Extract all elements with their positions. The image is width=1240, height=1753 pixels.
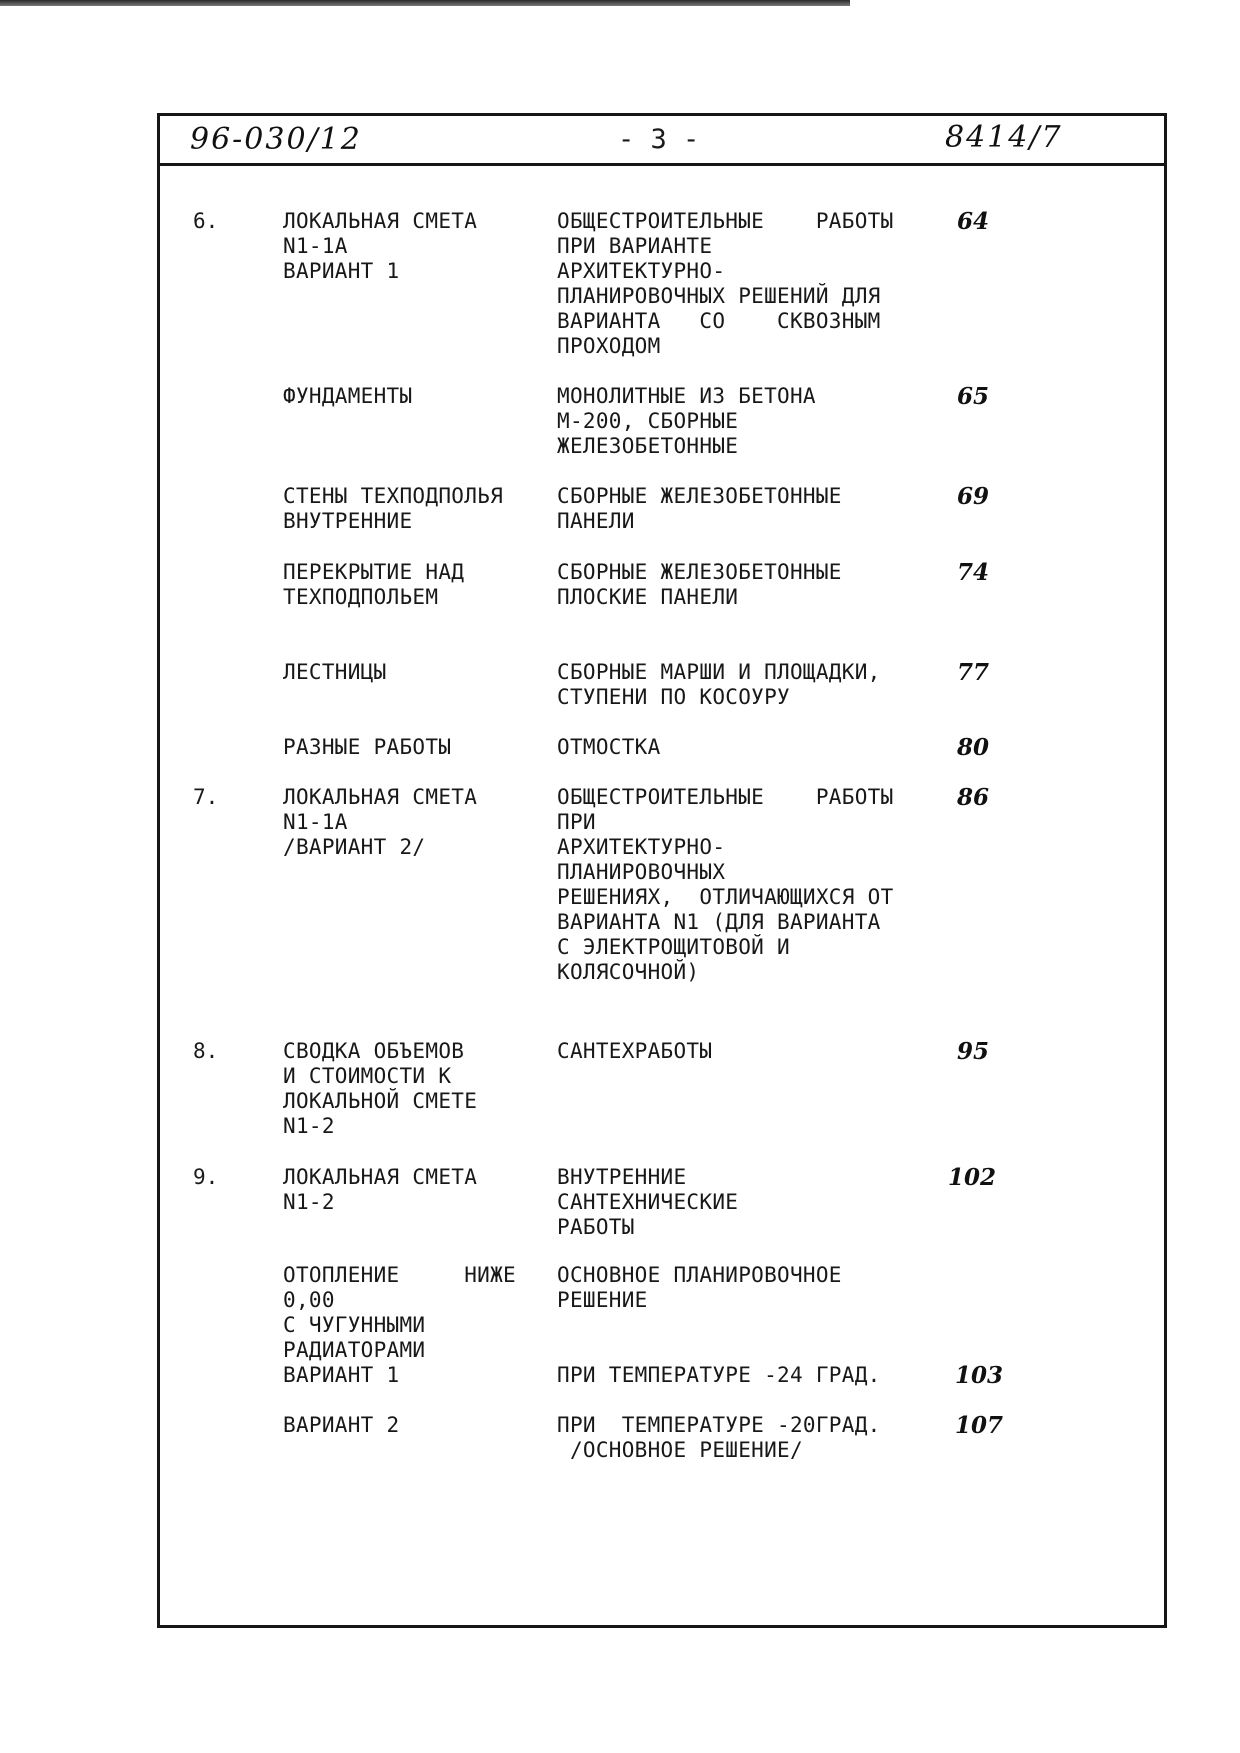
entry-name: ЛОКАЛЬНАЯ СМЕТА N1-2 bbox=[283, 1165, 478, 1214]
entry-index: 6. bbox=[193, 209, 219, 233]
scan-top-edge-line bbox=[0, 0, 850, 6]
entry-page-number: 65 bbox=[957, 383, 990, 410]
entry-name: ЛОКАЛЬНАЯ СМЕТА N1-1A ВАРИАНТ 1 bbox=[283, 209, 478, 283]
entry-description: ОБЩЕСТРОИТЕЛЬНЫЕ РАБОТЫ ПРИ ВАРИАНТЕ АРХИТЕКТУРНО- ПЛАНИРОВОЧНЫХ РЕШЕНИЙ ДЛЯ ВАРИАНТА СО СКВОЗНЫМ ПРОХОДОМ bbox=[557, 209, 894, 358]
entry-description: ВНУТРЕННИЕ САНТЕХНИЧЕСКИЕ РАБОТЫ bbox=[557, 1165, 739, 1239]
entry-page-number: 64 bbox=[957, 208, 990, 235]
entry-description: ОСНОВНОЕ ПЛАНИРОВОЧНОЕ РЕШЕНИЕ ПРИ ТЕМПЕРАТУРЕ -24 ГРАД. bbox=[557, 1263, 881, 1387]
entry-description: СБОРНЫЕ ЖЕЛЕЗОБЕТОННЫЕ ПЛОСКИЕ ПАНЕЛИ bbox=[557, 560, 842, 609]
header-document-code: 96-030/12 bbox=[190, 122, 362, 157]
entry-page-number: 86 bbox=[957, 784, 990, 811]
entry-description: САНТЕХРАБОТЫ bbox=[557, 1039, 713, 1063]
entry-page-number: 103 bbox=[955, 1362, 1004, 1389]
header-page-number: - 3 - bbox=[618, 124, 700, 155]
entry-description: СБОРНЫЕ МАРШИ И ПЛОЩАДКИ, СТУПЕНИ ПО КОСОУРУ bbox=[557, 660, 881, 709]
entry-description: ОТМОСТКА bbox=[557, 735, 661, 759]
entry-name: ФУНДАМЕНТЫ bbox=[283, 384, 413, 408]
entry-name: РАЗНЫЕ РАБОТЫ bbox=[283, 735, 452, 759]
header-archive-number: 8414/7 bbox=[945, 120, 1063, 155]
entry-page-number: 77 bbox=[957, 659, 990, 686]
entry-page-number: 95 bbox=[957, 1038, 990, 1065]
entry-page-number: 74 bbox=[957, 559, 990, 586]
entry-index: 8. bbox=[193, 1039, 219, 1063]
entry-name: ПЕРЕКРЫТИЕ НАД ТЕХПОДПОЛЬЕМ bbox=[283, 560, 465, 609]
entry-name: ВАРИАНТ 2 bbox=[283, 1413, 400, 1437]
entry-name: ЛОКАЛЬНАЯ СМЕТА N1-1A /ВАРИАНТ 2/ bbox=[283, 785, 478, 859]
entry-index: 7. bbox=[193, 785, 219, 809]
entry-name: СВОДКА ОБЪЕМОВ И СТОИМОСТИ К ЛОКАЛЬНОЙ СМЕТЕ N1-2 bbox=[283, 1039, 478, 1138]
entry-page-number: 80 bbox=[957, 734, 990, 761]
entry-index: 9. bbox=[193, 1165, 219, 1189]
entry-name: СТЕНЫ ТЕХПОДПОЛЬЯ ВНУТРЕННИЕ bbox=[283, 484, 504, 533]
entry-page-number: 107 bbox=[955, 1412, 1004, 1439]
entry-description: МОНОЛИТНЫЕ ИЗ БЕТОНА М-200, СБОРНЫЕ ЖЕЛЕЗОБЕТОННЫЕ bbox=[557, 384, 816, 458]
entry-page-number: 102 bbox=[948, 1164, 997, 1191]
entry-description: ПРИ ТЕМПЕРАТУРЕ -20ГРАД. /ОСНОВНОЕ РЕШЕНИЕ/ bbox=[557, 1413, 881, 1462]
entry-page-number: 69 bbox=[957, 483, 990, 510]
entry-description: СБОРНЫЕ ЖЕЛЕЗОБЕТОННЫЕ ПАНЕЛИ bbox=[557, 484, 842, 533]
header-divider bbox=[157, 163, 1167, 166]
entry-name: ОТОПЛЕНИЕ НИЖЕ 0,00 С ЧУГУННЫМИ РАДИАТОРАМИ ВАРИАНТ 1 bbox=[283, 1263, 516, 1387]
entry-name: ЛЕСТНИЦЫ bbox=[283, 660, 387, 684]
entry-description: ОБЩЕСТРОИТЕЛЬНЫЕ РАБОТЫ ПРИ АРХИТЕКТУРНО- ПЛАНИРОВОЧНЫХ РЕШЕНИЯХ, ОТЛИЧАЮЩИХСЯ ОТ ВАРИАНТА N1 (ДЛЯ ВАРИАНТА С ЭЛЕКТРОЩИТОВОЙ И КОЛЯСОЧНОЙ) bbox=[557, 785, 894, 984]
